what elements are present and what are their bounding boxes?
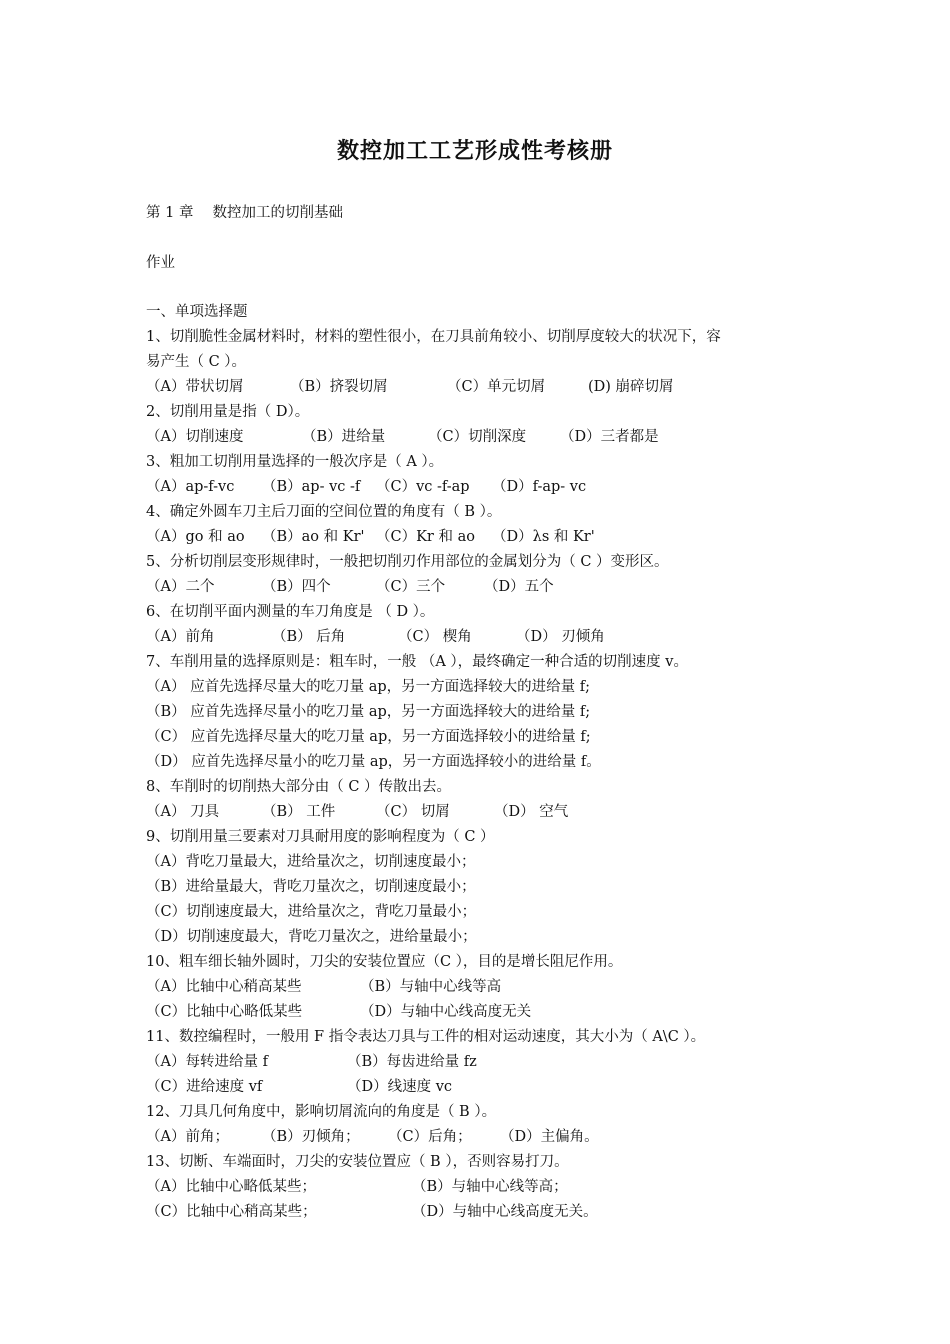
section-heading: 一、单项选择题 <box>146 304 248 320</box>
question-text: 6、在切削平面内测量的车刀角度是 （ D ）。 <box>146 604 435 620</box>
answer-option: （C）后角； <box>388 1129 472 1145</box>
homework-label: 作业 <box>146 255 175 271</box>
answer-option: （D）与轴中心线高度无关。 <box>412 1204 598 1220</box>
question-text: 13、切断、车端面时，刀尖的安装位置应（ B ），否则容易打刀。 <box>146 1154 569 1170</box>
answer-option: （A）二个 <box>146 579 215 595</box>
answer-option: （C）vc -f-ap <box>376 479 470 495</box>
answer-option: （B） 工件 <box>262 804 336 820</box>
question-text: 3、粗加工切削用量选择的一般次序是（ A ）。 <box>146 454 444 470</box>
answer-option: （A） 应首先选择尽量大的吃刀量 ap，另一方面选择较大的进给量 f; <box>146 679 590 695</box>
answer-option: （B）与轴中心线等高 <box>360 979 502 995</box>
answer-option: （D）三者都是 <box>560 429 659 445</box>
answer-option: （B）挤裂切屑 <box>290 379 388 395</box>
answer-option: （A）ap-f-vc <box>146 479 235 495</box>
question-text: 12、刀具几何角度中，影响切屑流向的角度是（ B ）。 <box>146 1104 497 1120</box>
answer-option: （C）切削速度最大，进给量次之，背吃刀量最小； <box>146 904 477 920</box>
answer-option: （B）刃倾角； <box>262 1129 360 1145</box>
document-title: 数控加工工艺形成性考核册 <box>336 138 613 164</box>
answer-option: （B）进给量 <box>302 429 386 445</box>
answer-option: （D）切削速度最大，背吃刀量次之，进给量最小； <box>146 929 477 945</box>
question-text: 5、分析切削层变形规律时，一般把切削刃作用部位的金属划分为（ C ）变形区。 <box>146 554 669 570</box>
answer-option: （A）背吃刀量最大，进给量次之，切削速度最小； <box>146 854 476 870</box>
answer-option: （A）前角 <box>146 629 215 645</box>
answer-option: （C）比轴中心稍高某些； <box>146 1204 317 1220</box>
answer-option: （B）ao 和 Kr' <box>262 529 365 545</box>
answer-option: （A）切削速度 <box>146 429 244 445</box>
answer-option: （B） 后角 <box>272 629 346 645</box>
question-text: 2、切削用量是指（ D）。 <box>146 404 310 420</box>
answer-option: （C）Kr 和 ao <box>376 529 475 545</box>
question-text: 9、切削用量三要素对刀具耐用度的影响程度为（ C ） <box>146 829 495 845</box>
answer-option: （C）切削深度 <box>428 429 527 445</box>
answer-option: （D）f-ap- vc <box>492 479 587 495</box>
answer-option: （D）五个 <box>484 579 554 595</box>
answer-option: （B）每齿进给量 fz <box>347 1054 477 1070</box>
question-text: 4、确定外圆车刀主后刀面的空间位置的角度有（ B ）。 <box>146 504 502 520</box>
answer-option: （B）四个 <box>262 579 331 595</box>
answer-option: （A）每转进给量 f <box>146 1054 268 1070</box>
answer-option: （A）比轴中心略低某些； <box>146 1179 316 1195</box>
answer-option: (D) 崩碎切屑 <box>588 379 674 395</box>
answer-option: （A）比轴中心稍高某些 <box>146 979 302 995</box>
answer-option: （D）λs 和 Kr' <box>492 529 595 545</box>
answer-option: （C） 应首先选择尽量大的吃刀量 ap，另一方面选择较小的进给量 f; <box>146 729 591 745</box>
answer-option: （C）比轴中心略低某些 <box>146 1004 303 1020</box>
answer-option: （D） 空气 <box>494 804 569 820</box>
answer-option: （B）ap- vc -f <box>262 479 361 495</box>
answer-option: （A）go 和 ao <box>146 529 245 545</box>
answer-option: （C）三个 <box>376 579 446 595</box>
answer-option: （D） 应首先选择尽量小的吃刀量 ap，另一方面选择较小的进给量 f。 <box>146 754 601 770</box>
question-text: 10、粗车细长轴外圆时，刀尖的安装位置应（C ），目的是增长阻尼作用。 <box>146 954 623 970</box>
answer-option: （B） 应首先选择尽量小的吃刀量 ap，另一方面选择较大的进给量 f; <box>146 704 591 720</box>
question-text: 易产生（ C ）。 <box>146 354 247 370</box>
question-text: 11、数控编程时，一般用 F 指令表达刀具与工件的相对运动速度，其大小为（ A\C ）。 <box>146 1029 706 1045</box>
answer-option: （C）单元切屑 <box>447 379 546 395</box>
answer-option: （C） 楔角 <box>398 629 472 645</box>
answer-option: （A） 刀具 <box>146 804 220 820</box>
answer-option: （D）主偏角。 <box>500 1129 599 1145</box>
chapter-heading: 第 1 章 数控加工的切削基础 <box>146 205 344 221</box>
answer-option: （C）进给速度 vf <box>146 1079 263 1095</box>
answer-option: （D）线速度 vc <box>347 1079 453 1095</box>
answer-option: （D） 刃倾角 <box>516 629 605 645</box>
question-text: 8、车削时的切削热大部分由（ C ）传散出去。 <box>146 779 452 795</box>
question-text: 7、车削用量的选择原则是：粗车时，一般 （A ），最终确定一种合适的切削速度 v。 <box>146 654 688 670</box>
answer-option: （A）前角； <box>146 1129 229 1145</box>
answer-option: （B）进给量最大，背吃刀量次之，切削速度最小； <box>146 879 476 895</box>
question-text: 1、切削脆性金属材料时，材料的塑性很小，在刀具前角较小、切削厚度较大的状况下，容 <box>146 329 721 345</box>
answer-option: （A）带状切屑 <box>146 379 244 395</box>
answer-option: （B）与轴中心线等高； <box>412 1179 568 1195</box>
answer-option: （C） 切屑 <box>376 804 450 820</box>
answer-option: （D）与轴中心线高度无关 <box>360 1004 532 1020</box>
